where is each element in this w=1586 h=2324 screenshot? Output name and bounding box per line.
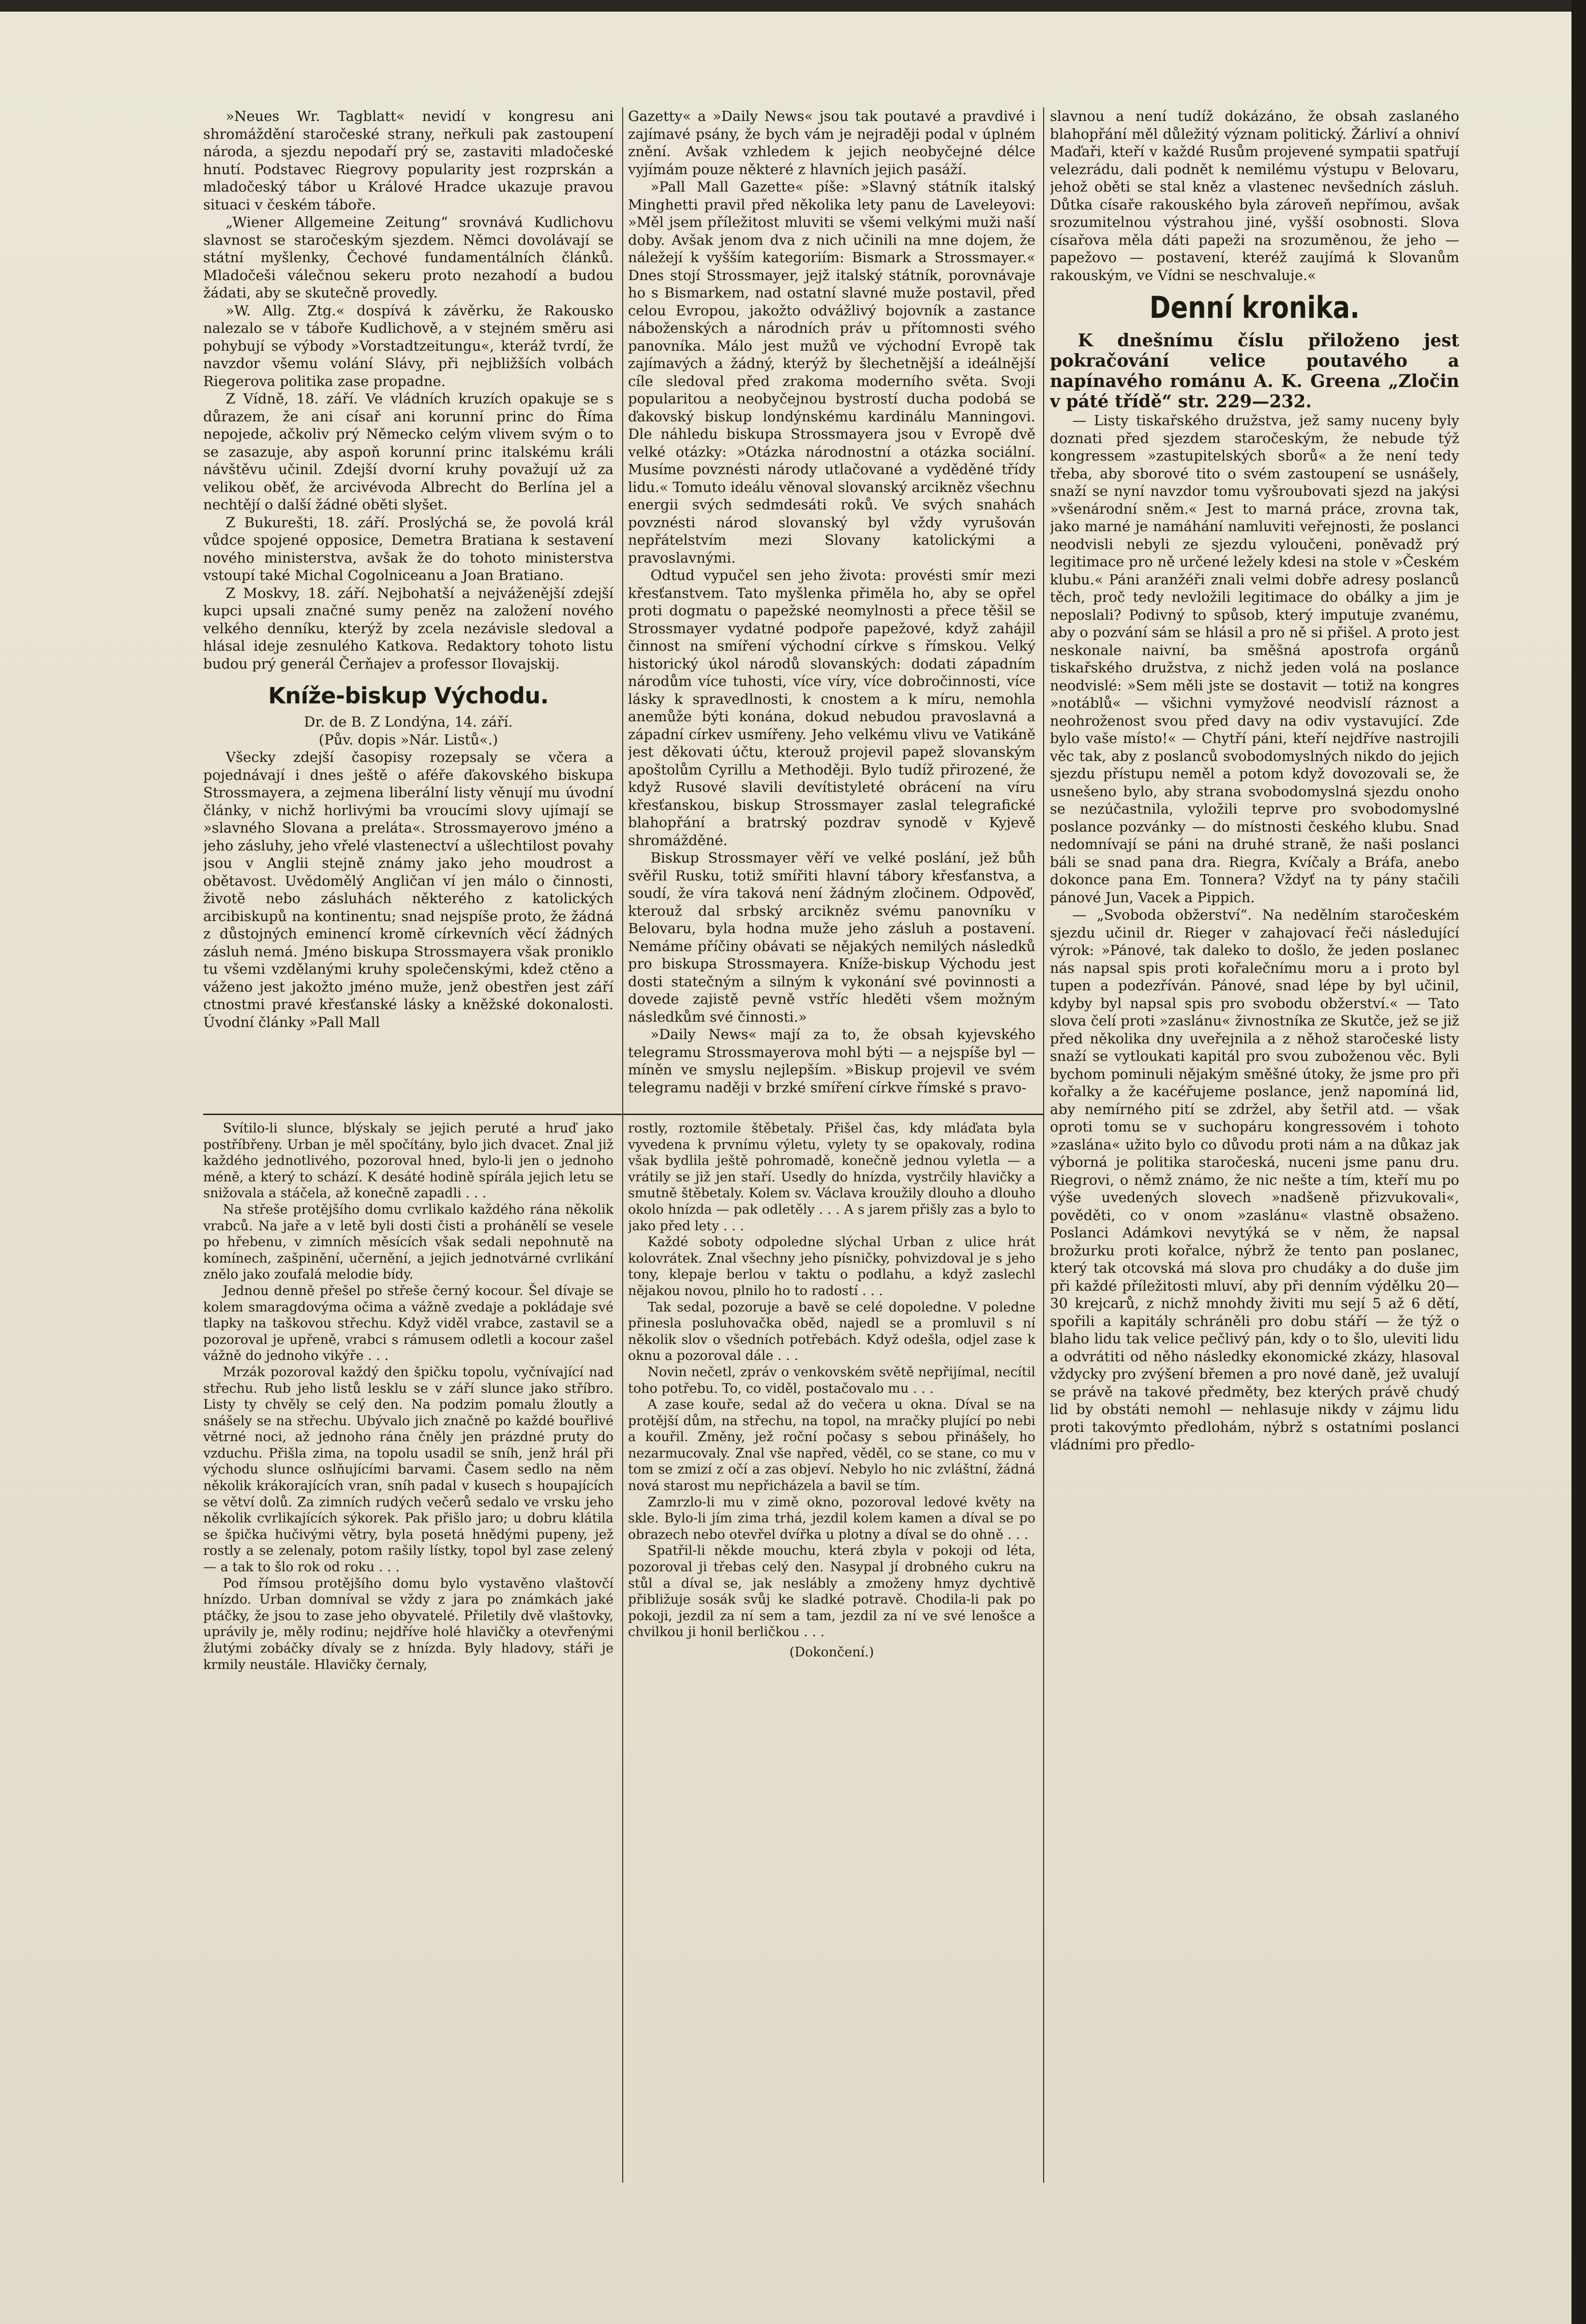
dateline: Dr. de B. Z Londýna, 14. září. — [304, 714, 513, 730]
paragraph: »W. Allg. Ztg.« dospívá k závěrku, že Rakousko nalezalo se v táboře Kudlichově, a v stejném směru asi pohybují se výbody »Vorstadtzeitungu«, kteráž tvrdí, že navzdor všemu volání Slávy, při nejbližších volbách Riegerova politika zase propadne. — [203, 302, 613, 389]
paragraph: Svítilo-li slunce, blýskaly se jejich peruté a hruď jako postříbřeny. Urban je měl spočítány, bylo jich dvacet. Znal již každého jednotlivého, pozoroval hned, bylo-li jen o jednoho méně, a který to schází. K desáté hodině spírála jejich letu se snižovala a stáčela, až konečně zapadli . . . — [203, 1121, 613, 1201]
paragraph: A zase kouře, sedal až do večera u okna. Díval se na protější dům, na střechu, na topol, na mračky plující po nebi a kouřil. Změny, jež roční počasy s sebou přinášely, ho nezarmucovaly. Znal vše napřed, věděl, co se stane, co mu v tom se zmizí z očí a zas objeví. Nebylo ho nic zvláštní, žádná nová starost mu nepřicházela a bavil se tím. — [628, 1397, 1035, 1494]
paragraph: Zamrzlo-li mu v zimě okno, pozoroval ledové květy na skle. Bylo-li jím zima trhá, jezdil kolem kamen a díval se po obrazech nebo otevřel dvířka u plotny a díval se do ohně . . . — [628, 1494, 1035, 1542]
paragraph: Každé soboty odpoledne slýchal Urban z ulice hrát kolovrátek. Znal všechny jeho písničky, pohvizdoval je s jeho tony, klepaje berlou v taktu o podlahu, a když zaslechl nějakou novou, plnilo ho to radostí . . . — [628, 1235, 1035, 1298]
paragraph: Odtud vypučel sen jeho života: provésti smír mezi křesťanstvem. Tato myšlenka přiměla ho, aby se opřel proti dogmatu o papežské neomylnosti a přece těšil se Strossmayer vydatné podpoře papežové, když zahájil činnost na smíření východní církve s římskou. Velký historický úkol národů slovanských: dodati západním národům více tuhosti, více víry, více dobročinnosti, více lásky k spravedlnosti, k cnostem a k míru, nemohla anemůže býti konána, dokud nebudou pravoslavná a západní církev usmířeny. Jeho velkému vlivu ve Vatikáně jest děkovati účtu, kterouž projevil papež slovanským apoštolům Cyrillu a Methoději. Bylo tudíž přirozené, že když Rusové slavili devítistyleté obrácení na víru křesťanskou, biskup Strossmayer zaslal telegrafické blahopřání a bratrský pozdrav synodě v Kyjevě shromážděné. — [628, 567, 1035, 849]
column-3 — [1050, 107, 1459, 2183]
column-2 — [628, 107, 1035, 1109]
paragraph: Spatřil-li někde mouchu, která zbyla v pokoji od léta, pozoroval ji třebas celý den. Nasypal jí drobného cukru na stůl a díval se, jak neslábly a zmoženy hmyz dychtivě přibližuje sosák svůj ke sladké potravě. Chodila-li pak po pokoji, jezdil za ní sem a tam, jezdil za ní ve své lenošce a chvilkou ji honil berličkou . . . — [628, 1543, 1035, 1640]
source-note: (Pův. dopis »Nár. Listů«.) — [318, 731, 498, 748]
column-rule — [622, 107, 623, 2183]
paragraph: — „Svoboda obžerství“. Na nedělním staročeském sjezdu učinil dr. Rieger v zahajovací řeči následující výrok: »Pánové, tak daleko to došlo, že jeden poslanec nás napsal spis proti kořalečnímu moru a i proto byl tupen a podezříván. Pánové, snad lépe by byl učinil, kdyby byl napsal spis pro svobodu obžerství.« — Tato slova čelí proti »zaslánu« živnostníka ze Skutče, jež se již před několika dny uveřejnila a z něhož staročeské listy snaží se vytloukati kapitál pro svou zuboženou věc. Byli bychom pominuli nějakým směšné útoky, že jsme pro při kořalky a že kacéřujeme poslance, jenž napomíná lid, aby nemírného pití se zdržel, aby šetřil atd. — však oproti tomu se v suchopáru kongressovém i tohoto »zaslána« užito bylo co důvodu proti nám a na důkaz jak výborná je politika staročeská, nuceni jsme panu dru. Riegrovi, o němž známo, že nic nešte a tím, kteří mu po výše uvedených slovech »nadšeně přizvukovali«, pověděti, co v onom »zaslánu« vlastně obsaženo. Poslanci Adámkovi nevytýká se v něm, že napsal brožurku proti kořalce, nýbrž že tento pan poslanec, který tak otcovská má slova pro chudáky a do duše jim při každé příležitosti mluví, aby při denním výdělku 20—30 krejcarů, z nichž mnohdy živiti mu sejí 5 až 6 dětí, spořili a kapitály schráněli pro dobu stáří — že týž o blaho lidu tak velice pečlivý pán, kdy o to šlo, uleviti lidu a odvrátiti od něho následky ekonomické zkázy, hlasoval vždycky pro zvýšení břemen a pro nové daně, jež uvalují se právě na takové předměty, bez kterých právě chudý lid by obstáti nemohl — nehlasuje nikdy v zájmu lidu proti takovýmto předlohám, nýbrž s ostatními poslanci vládními pro předlo- — [1050, 907, 1459, 1453]
paragraph: Z Bukurešti, 18. září. Proslýchá se, že povolá král vůdce spojené opposice, Demetra Bratiana k sestavení nového ministerstva, avšak že do tohoto ministerstva vstoupí také Michal Cogolniceanu a Joan Bratiano. — [203, 514, 613, 583]
feuilleton-rule — [203, 1114, 1044, 1115]
paragraph: Gazetty« a »Daily News« jsou tak poutavé a pravdivé i zajímavé psány, že bych vám je nejraději podal v úplném znění. Avšak vzhledem k jejich neobyčejné délce vyjímám pouze některé z hlavních jejich pasáží. — [628, 108, 1035, 178]
paragraph: — Listy tiskařského družstva, jež samy nuceny byly doznati před sjezdem staročeským, že nebude týž kongressem »zastupitelských sborů« a že není tedy třeba, aby sborové tito o svém zastoupení se usnášely, snaží se nyní navzdor tomu vyšroubovati sjezd na jakýsi »všenárodní sněm.« Jest to marná práce, zrovna tak, jako marné je namáhání namluviti veřejnosti, že poslanci neodvisli nebyli ze sjezdu vyloučeni, poněvadž prý legitimace pro ně určené ležely kdesi na stole v »Českém klubu.« Páni aranžéři znali velmi dobře adresy poslanců těch, proč tedy nevložili legitimace do obálky a jim je neposlali? Podivný to spůsob, který imputuje zvanému, aby o pozvání sám se hlásil a pro ně si přišel. A proto jest neskonale naivní, ba směšná apostrofa orgánů tiskařského družstva, z nichž jeden volá na poslance neodvislé: »Sem měli jste se dostavit — totiž na kongres »notáblů« — všichni vymyžové neodvislí ráznost a neohroženost svou před davy na odiv vystavující. Zde bylo vaše místo!« — Chytří páni, kteří nejdříve nastrojili věc tak, aby z poslanců svobodomyslných nikdo do jejich sjezdu přístupu neměl a potom když dovozovali se, že usnešeno bylo, aby strana svobodomyslná sjezdu onoho se nezúčastnila, vyložili teprve pro svobodomyslné poslance pozvánky — do místnosti českého klubu. Snad nedomnívají se páni na druhé straně, že naši poslanci báli se snad pana dra. Riegra, Kvíčaly a Bráfa, anebo dokonce pana Em. Tonnera? Vždyť na ty pány stačili pánové Jun, Vacek a Pippich. — [1050, 412, 1459, 906]
paragraph: »Pall Mall Gazette« píše: »Slavný státník italský Minghetti pravil před několika lety panu de Laveleyovi: »Měl jsem příležitost mluviti se všemi velkými muži naší doby. Avšak jenom dva z nich učinili na mne dojem, že náležejí k vyšším kategoriím: Bismark a Strossmayer.« Dnes stojí Strossmayer, jejž italský státník, porovnávaje ho s Bismarkem, nad ostatní slavné muže postavil, před celou Evropou, jakožto odvážlivý bojovník a zastance náboženských a národních práv u přítomnosti svého panovníka. Málo jest mužů ve východní Evropě tak zajímavých a žádný, kterýž by šlechetnější a ideálnější cíle sledoval před zrakoma moderního světa. Svoji popularitou a neobyčejnou bystrostí ducha podobá se ďakovský biskup londýnskému kardinálu Manningovi. Dle náhledu biskupa Strossmayera jsou v Evropě dvě velké otázky: »Otázka národnostní a otázka sociální. Musíme povznésti národy utlačované a vyděděné třídy lidu.« Tomuto ideálu věnoval slovanský arcikněz všechnu energii svých sedmdesáti roků. Ve svých snahách povznésti národ slovanský byl vždy vyrušován nepřátelstvím mezi Slovany katolickými a pravoslavnými. — [628, 179, 1035, 566]
column-1 — [203, 107, 613, 1109]
paragraph: »Neues Wr. Tagblatt« nevidí v kongresu ani shromáždění staročeské strany, neřkuli pak zastoupení národa, a sjezdu nepodaří prý se, zastaviti mladočeské hnutí. Podstavec Riegrovy popularity jest rozprskán a mladočeský tábor u Králové Hradce ukazuje pravou situaci v českém táboře. — [203, 108, 613, 213]
paragraph: Všecky zdejší časopisy rozepsaly se včera a pojednávají i dnes ještě o aféře ďakovského biskupa Strossmayera, a zejmena liberální listy věnují mu úvodní články, v nichž horlivými ba vroucími slovy ujímají se »slavného Slovana a preláta«. Strossmayerovo jméno a jeho zásluhy, jeho vřelé vlastenectví a ušlechtilost povahy jsou v Anglii stejně známy jako jeho moudrost a obětavost. Uvědomělý Angličan ví jen málo o činnosti, životě nebo zásluhách některého z katolických arcibiskupů na kontinentu; snad nejspíše proto, že žádná z důstojných eminencí kromě církevních věcí žádných zásluh nemá. Jméno biskupa Strossmayera však proniklo tu všemi vzdělanými kruhy společenskými, kdež ctěno a váženo jest jakožto jméno muže, jenž obestřen jest září ctnostmi pravé křesťanské lásky a kněžské dokonalosti. Úvodní články »Pall Mall — [203, 749, 613, 1030]
column-rule — [1043, 107, 1044, 2183]
paragraph: Biskup Strossmayer věří ve velké poslání, jež bůh svěřil Rusku, totiž smířiti hlavní tábory křesťanstva, a soudí, že víra taková není žádným zločinem. Odpověď, kterouž dal srbský arcikněz svému panovníku v Belovaru, byla hodna muže jeho zásluh a postavení. Nemáme příčiny obávati se nějakých nemilých následků pro biskupa Strossmayera. Kníže-biskup Východu jest dosti statečným a silným k vykonání své povinnosti a dovede zajistě pevně vstříc hleděti všem možným následkům své činnosti.» — [628, 849, 1035, 1025]
continuation-note: (Dokončení.) — [789, 1645, 874, 1660]
supplement-notice: K dnešnímu číslu přiloženo jest pokračování velice poutavého a napínavého románu A. K. Greena „Zločin v páté třídě“ str. 229—232. — [1050, 330, 1459, 412]
paragraph: rostly, roztomile štěbetaly. Přišel čas, kdy mláďata byla vyvedena k prvnímu výletu, vylety ty se opakovaly, rodina však bydlila ještě pohromadě, konečně jednou vyletla — a vrátily se již jen staří. Usedly do hnízda, vystrčily hlavičky a smutně štěbetaly. Kolem sv. Václava kroužily dlouho a dlouho okolo hnízda — pak odletěly . . . A s jarem přišly zas a bylo to jako před lety . . . — [628, 1121, 1035, 1234]
paragraph: Pod římsou protějšího domu bylo vystavěno vlaštovčí hnízdo. Urban domníval se vždy z jara po známkách jaké ptáčky, že jsou to zase jeho obyvatelé. Přiletily dvě vlaštovky, uprávily je, měly rodinu; nejdříve holé hlavičky a otevřenými žlutými zobáčky dívaly se z hnízda. Byly hladovy, stáři je krmily neustále. Hlavičky černaly, — [203, 1576, 613, 1672]
feuilleton-column-1 — [203, 1120, 613, 2180]
scan-border-top — [0, 0, 1586, 12]
paragraph: Tak sedal, pozoruje a bavě se celé dopoledne. V poledne přinesla posluhovačka oběd, najedl se a promluvil s ní několik slov o všedních potřebách. Když odešla, odjel zase k oknu a pozoroval dále . . . — [628, 1299, 1035, 1364]
scan-border-right — [1571, 0, 1586, 2324]
paragraph: »Daily News« mají za to, že obsah kyjevského telegramu Strossmayerova mohl býti — a nejspíše byl — míněn ve smyslu nejlepším. »Biskup projevil ve svém telegramu naději v brzké smíření církve římské s pravo- — [628, 1026, 1035, 1096]
paragraph: Jednou denně přešel po střeše černý kocour. Šel dívaje se kolem smaragdovýma očima a vážně zvedaje a pokládaje své tlapky na taškovou střechu. Když viděl vrabce, zastavil se a pozoroval je upřeně, vrabci s rámusem odletli a kocour zašel vážně do jednoho vikýře . . . — [203, 1283, 613, 1364]
feuilleton-column-2 — [628, 1120, 1035, 2180]
paragraph: „Wiener Allgemeine Zeitung“ srovnává Kudlichovu slavnost se staročeským sjezdem. Němci dovolávají se státní myšlenky, Čechové fundamentálních článků. Mladočeši válečnou sekeru proto nezahodí a budou žádati, aby se skutečně provedly. — [203, 214, 613, 301]
article-heading: Kníže-biskup Východu. — [268, 683, 549, 709]
paragraph: Na střeše protějšího domu cvrlikalo každého rána několik vrabců. Na jaře a v letě byli dosti čisti a prohánělí se vesele po hřebenu, v zimních měsících však sedali nepohnutě na komínech, zašpinění, učernění, a jejich jednotvárné cvrlikání znělo jako zoufalá melodie bídy. — [203, 1202, 613, 1282]
paragraph: Z Moskvy, 18. září. Nejbohatší a nejváženější zdejší kupci upsali značné sumy peněz na založení nového velkého denníku, kterýž by zcela nezávisle sledoval a hlásal ideje zesnulého Katkova. Redaktory tohoto listu budou prý generál Čerňajev a professor Ilovajskij. — [203, 584, 613, 672]
paragraph: Mrzák pozoroval každý den špičku topolu, vyčnívající nad střechu. Rub jeho listů lesklu se v září slunce jako stříbro. Listy ty chvěly se celý den. Na podzim pomalu žloutly a snášely se na střechu. Ubývalo jich značně po každé bouřlivé větrné noci, až jednoho rána čněly jen prázdné pruty do vzduchu. Přišla zima, na topolu usadil se sníh, jenž hrál při východu slunce oslňujícími barvami. Časem sedlo na něm několik krákorajících vran, sníh padal v kusech s houpajících se větví dolů. Za zimních rudých večerů sedalo ve vrsku jeho několik cvrlikajících sýkorek. Pak přišlo jaro; u dobru klátila se špička hučivými větry, byla posetá hnědými pupeny, jež rostly a se zelenaly, potom rašily lístky, topol byl zase zelený — a tak to šlo rok od roku . . . — [203, 1364, 613, 1575]
paragraph: Novin nečetl, zpráv o venkovském světě nepřijímal, necítil toho potřebu. To, co viděl, postačovalo mu . . . — [628, 1364, 1035, 1396]
paragraph: Z Vídně, 18. září. Ve vládních kruzích opakuje se s důrazem, že ani císař ani korunní princ do Říma nepojede, ačkoliv prý Německo celým vlivem svým o to se zasazuje, aby aspoň korunní princ italskému králi návštěvu učinil. Zdejší dvorní kruhy považují už za velikou oběť, že arcivévoda Albrecht do Berlína jel a nechtějí o další žádné oběti slyšet. — [203, 390, 613, 513]
section-heading: Denní kronika. — [1149, 290, 1360, 325]
paragraph: slavnou a není tudíž dokázáno, že obsah zaslaného blahopřání měl důležitý význam politický. Žárliví a ohniví Maďaři, kteří v každé Rusům projevené sympatii spatřují velezrádu, dali podnět k nemilému výstupu v Belovaru, jehož oběti se stal kněz a vlastenec nevšedních zásluh. Důtka císaře rakouského byla zároveň nepřímou, avšak srozumitelnou výstrahou jiné, vyšší osobnosti. Slova císařova měla dáti papeži na srozuměnou, že jeho — papežovo — postavení, kteréž zaujímá k Slovanům rakouským, ve Vídni se neschvaluje.« — [1050, 108, 1459, 283]
